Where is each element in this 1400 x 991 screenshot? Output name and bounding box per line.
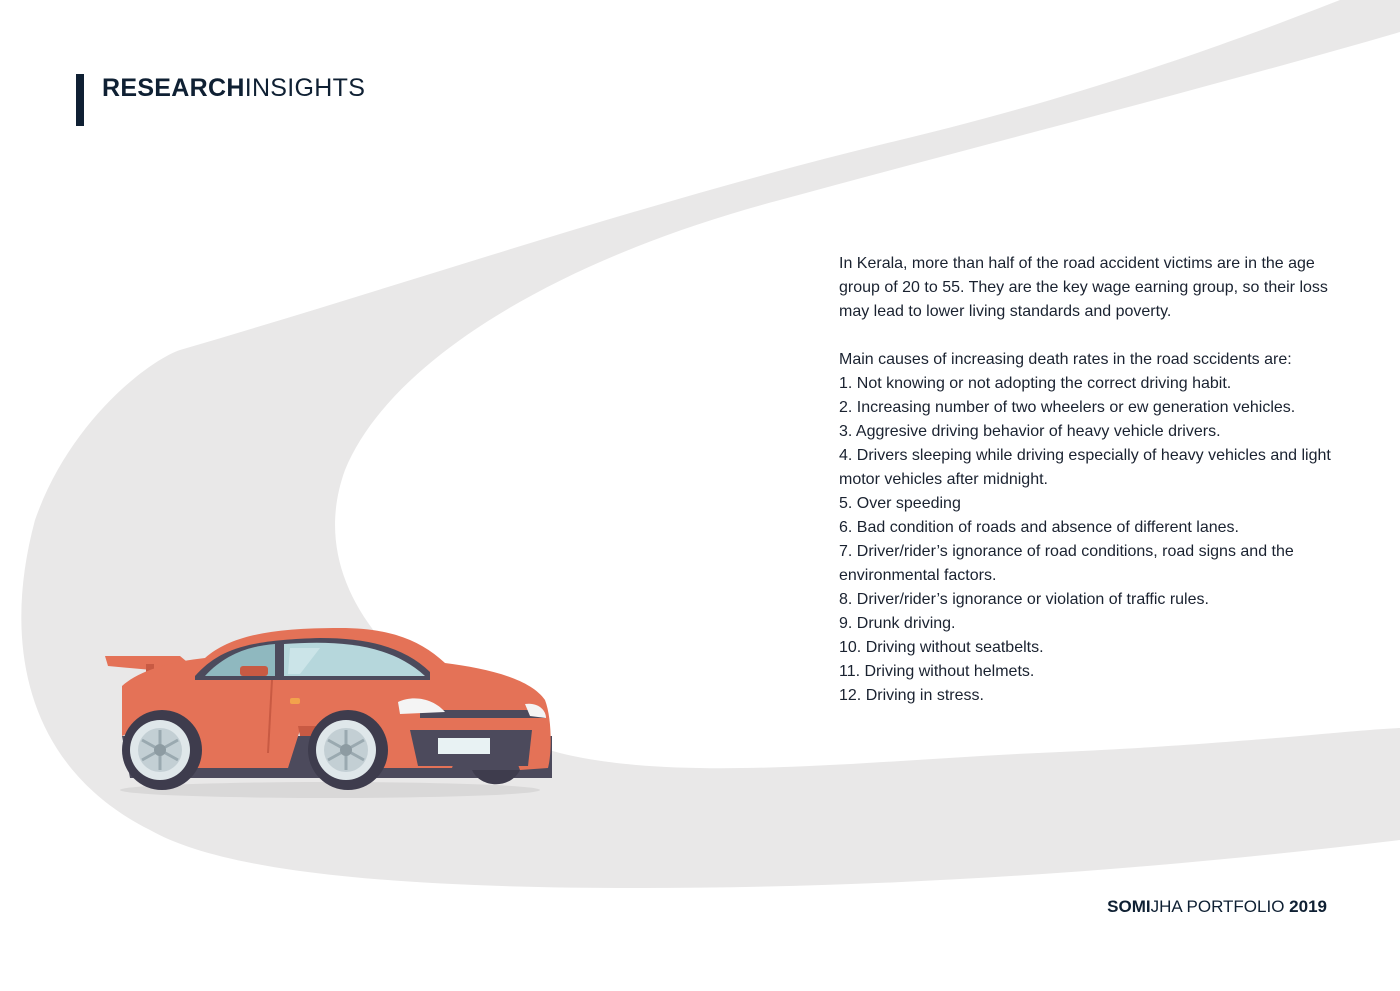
cause-item: 2. Increasing number of two wheelers or ew generation vehicles. [839, 399, 1296, 416]
cause-item: 10. Driving without seatbelts. [839, 639, 1044, 656]
cause-item: 11. Driving without helmets. [839, 663, 1035, 680]
cause-item: 1. Not knowing or not adopting the correct driving habit. [839, 375, 1232, 392]
title-accent-bar [76, 74, 84, 126]
insights-text [839, 252, 1339, 708]
causes-heading: Main causes of increasing death rates in the road sccidents are: [839, 351, 1292, 368]
sports-car-illustration [100, 618, 560, 803]
cause-item: 12. Driving in stress. [839, 687, 984, 704]
causes-list [839, 372, 1339, 708]
cause-item: 9. Drunk driving. [839, 615, 956, 632]
cause-item: 3. Aggresive driving behavior of heavy vehicle drivers. [839, 423, 1221, 440]
cause-item: 6. Bad condition of roads and absence of different lanes. [839, 519, 1239, 536]
cause-item: 4. Drivers sleeping while driving especially of heavy vehicles and light motor vehicles after midnight. [839, 447, 1331, 488]
intro-paragraph: In Kerala, more than half of the road accident victims are in the age group of 20 to 55. They are the key wage earning group, so their loss may lead to lower living standards and poverty. [839, 255, 1328, 320]
footer-name-bold: SOMI [1107, 897, 1151, 916]
footer-year: 2019 [1289, 897, 1327, 916]
cause-item: 7. Driver/rider’s ignorance of road conditions, road signs and the environmental factors. [839, 543, 1294, 584]
cause-item: 5. Over speeding [839, 495, 961, 512]
cause-item: 8. Driver/rider’s ignorance or violation of traffic rules. [839, 591, 1209, 608]
footer-name-light: JHA PORTFOLIO [1150, 897, 1285, 916]
portfolio-footer [1107, 897, 1327, 917]
title-light-part: INSIGHTS [244, 74, 366, 102]
title-bold-part: RESEARCH [102, 74, 245, 102]
page-title [102, 74, 365, 103]
